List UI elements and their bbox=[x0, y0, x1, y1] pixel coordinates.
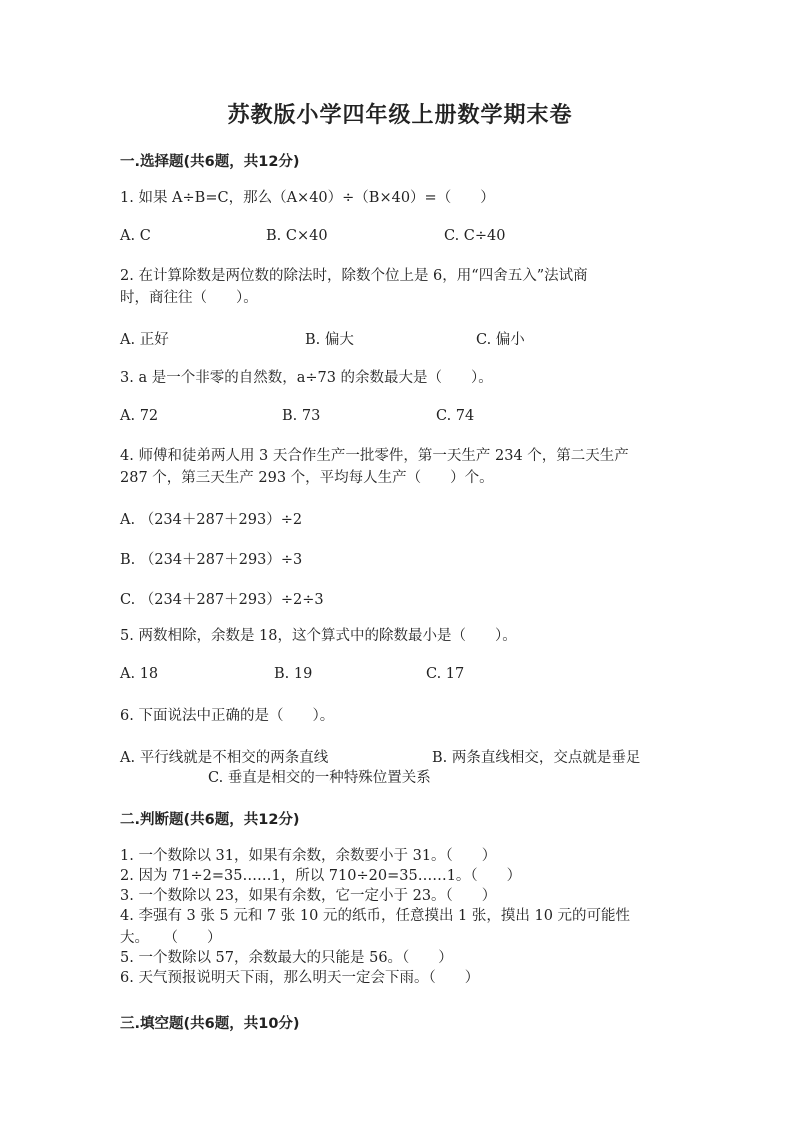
option-6c: C. 垂直是相交的一种特殊位置关系 bbox=[208, 770, 431, 786]
option-5a: A. 18 bbox=[120, 666, 159, 682]
question-4-line1: 4. 师傅和徒弟两人用 3 天合作生产一批零件，第一天生产 234 个，第二天生产 bbox=[120, 448, 629, 464]
option-5b: B. 19 bbox=[274, 666, 313, 682]
option-3a: A. 72 bbox=[120, 408, 159, 424]
section-heading-fill-blank: 三.填空题(共6题，共10分) bbox=[120, 1016, 300, 1032]
page-title: 苏教版小学四年级上册数学期末卷 bbox=[227, 103, 573, 128]
question-6: 6. 下面说法中正确的是（ ）。 bbox=[120, 708, 335, 724]
judgement-5: 5. 一个数除以 57，余数最大的只能是 56。（ ） bbox=[120, 950, 453, 966]
option-1b: B. C×40 bbox=[266, 228, 328, 244]
judgement-2: 2. 因为 71÷2=35……1，所以 710÷20=35……1。（ ） bbox=[120, 868, 522, 884]
option-6b: B. 两条直线相交，交点就是垂足 bbox=[432, 750, 641, 766]
option-3b: B. 73 bbox=[282, 408, 321, 424]
judgement-1: 1. 一个数除以 31，如果有余数，余数要小于 31。（ ） bbox=[120, 848, 497, 864]
section-heading-judgement: 二.判断题(共6题，共12分) bbox=[120, 812, 300, 828]
option-4c: C. （234＋287＋293）÷2÷3 bbox=[120, 592, 324, 608]
option-1c: C. C÷40 bbox=[444, 228, 506, 244]
option-5c: C. 17 bbox=[426, 666, 465, 682]
judgement-6: 6. 天气预报说明天下雨，那么明天一定会下雨。（ ） bbox=[120, 970, 480, 986]
question-5: 5. 两数相除，余数是 18，这个算式中的除数最小是（ ）。 bbox=[120, 628, 517, 644]
section-heading-choice: 一.选择题(共6题，共12分) bbox=[120, 154, 300, 170]
option-2b: B. 偏大 bbox=[305, 332, 354, 348]
question-2-line1: 2. 在计算除数是两位数的除法时，除数个位上是 6，用“四舍五入”法试商 bbox=[120, 268, 588, 284]
question-4-line2: 287 个，第三天生产 293 个，平均每人生产（ ）个。 bbox=[120, 470, 494, 486]
judgement-3: 3. 一个数除以 23，如果有余数，它一定小于 23。（ ） bbox=[120, 888, 497, 904]
option-2c: C. 偏小 bbox=[476, 332, 525, 348]
option-2a: A. 正好 bbox=[120, 332, 169, 348]
option-4a: A. （234＋287＋293）÷2 bbox=[120, 512, 303, 528]
option-6a: A. 平行线就是不相交的两条直线 bbox=[120, 750, 329, 766]
question-3: 3. a 是一个非零的自然数，a÷73 的余数最大是（ ）。 bbox=[120, 370, 493, 386]
question-2-line2: 时，商往往（ ）。 bbox=[120, 290, 258, 306]
option-3c: C. 74 bbox=[436, 408, 475, 424]
judgement-4-line1: 4. 李强有 3 张 5 元和 7 张 10 元的纸币，任意摸出 1 张，摸出 10 元的可能性 bbox=[120, 908, 631, 924]
question-1: 1. 如果 A÷B=C，那么（A×40）÷（B×40）=（ ） bbox=[120, 190, 495, 206]
judgement-4-line2: 大。 （ ） bbox=[120, 930, 222, 946]
option-1a: A. C bbox=[120, 228, 151, 244]
option-4b: B. （234＋287＋293）÷3 bbox=[120, 552, 303, 568]
